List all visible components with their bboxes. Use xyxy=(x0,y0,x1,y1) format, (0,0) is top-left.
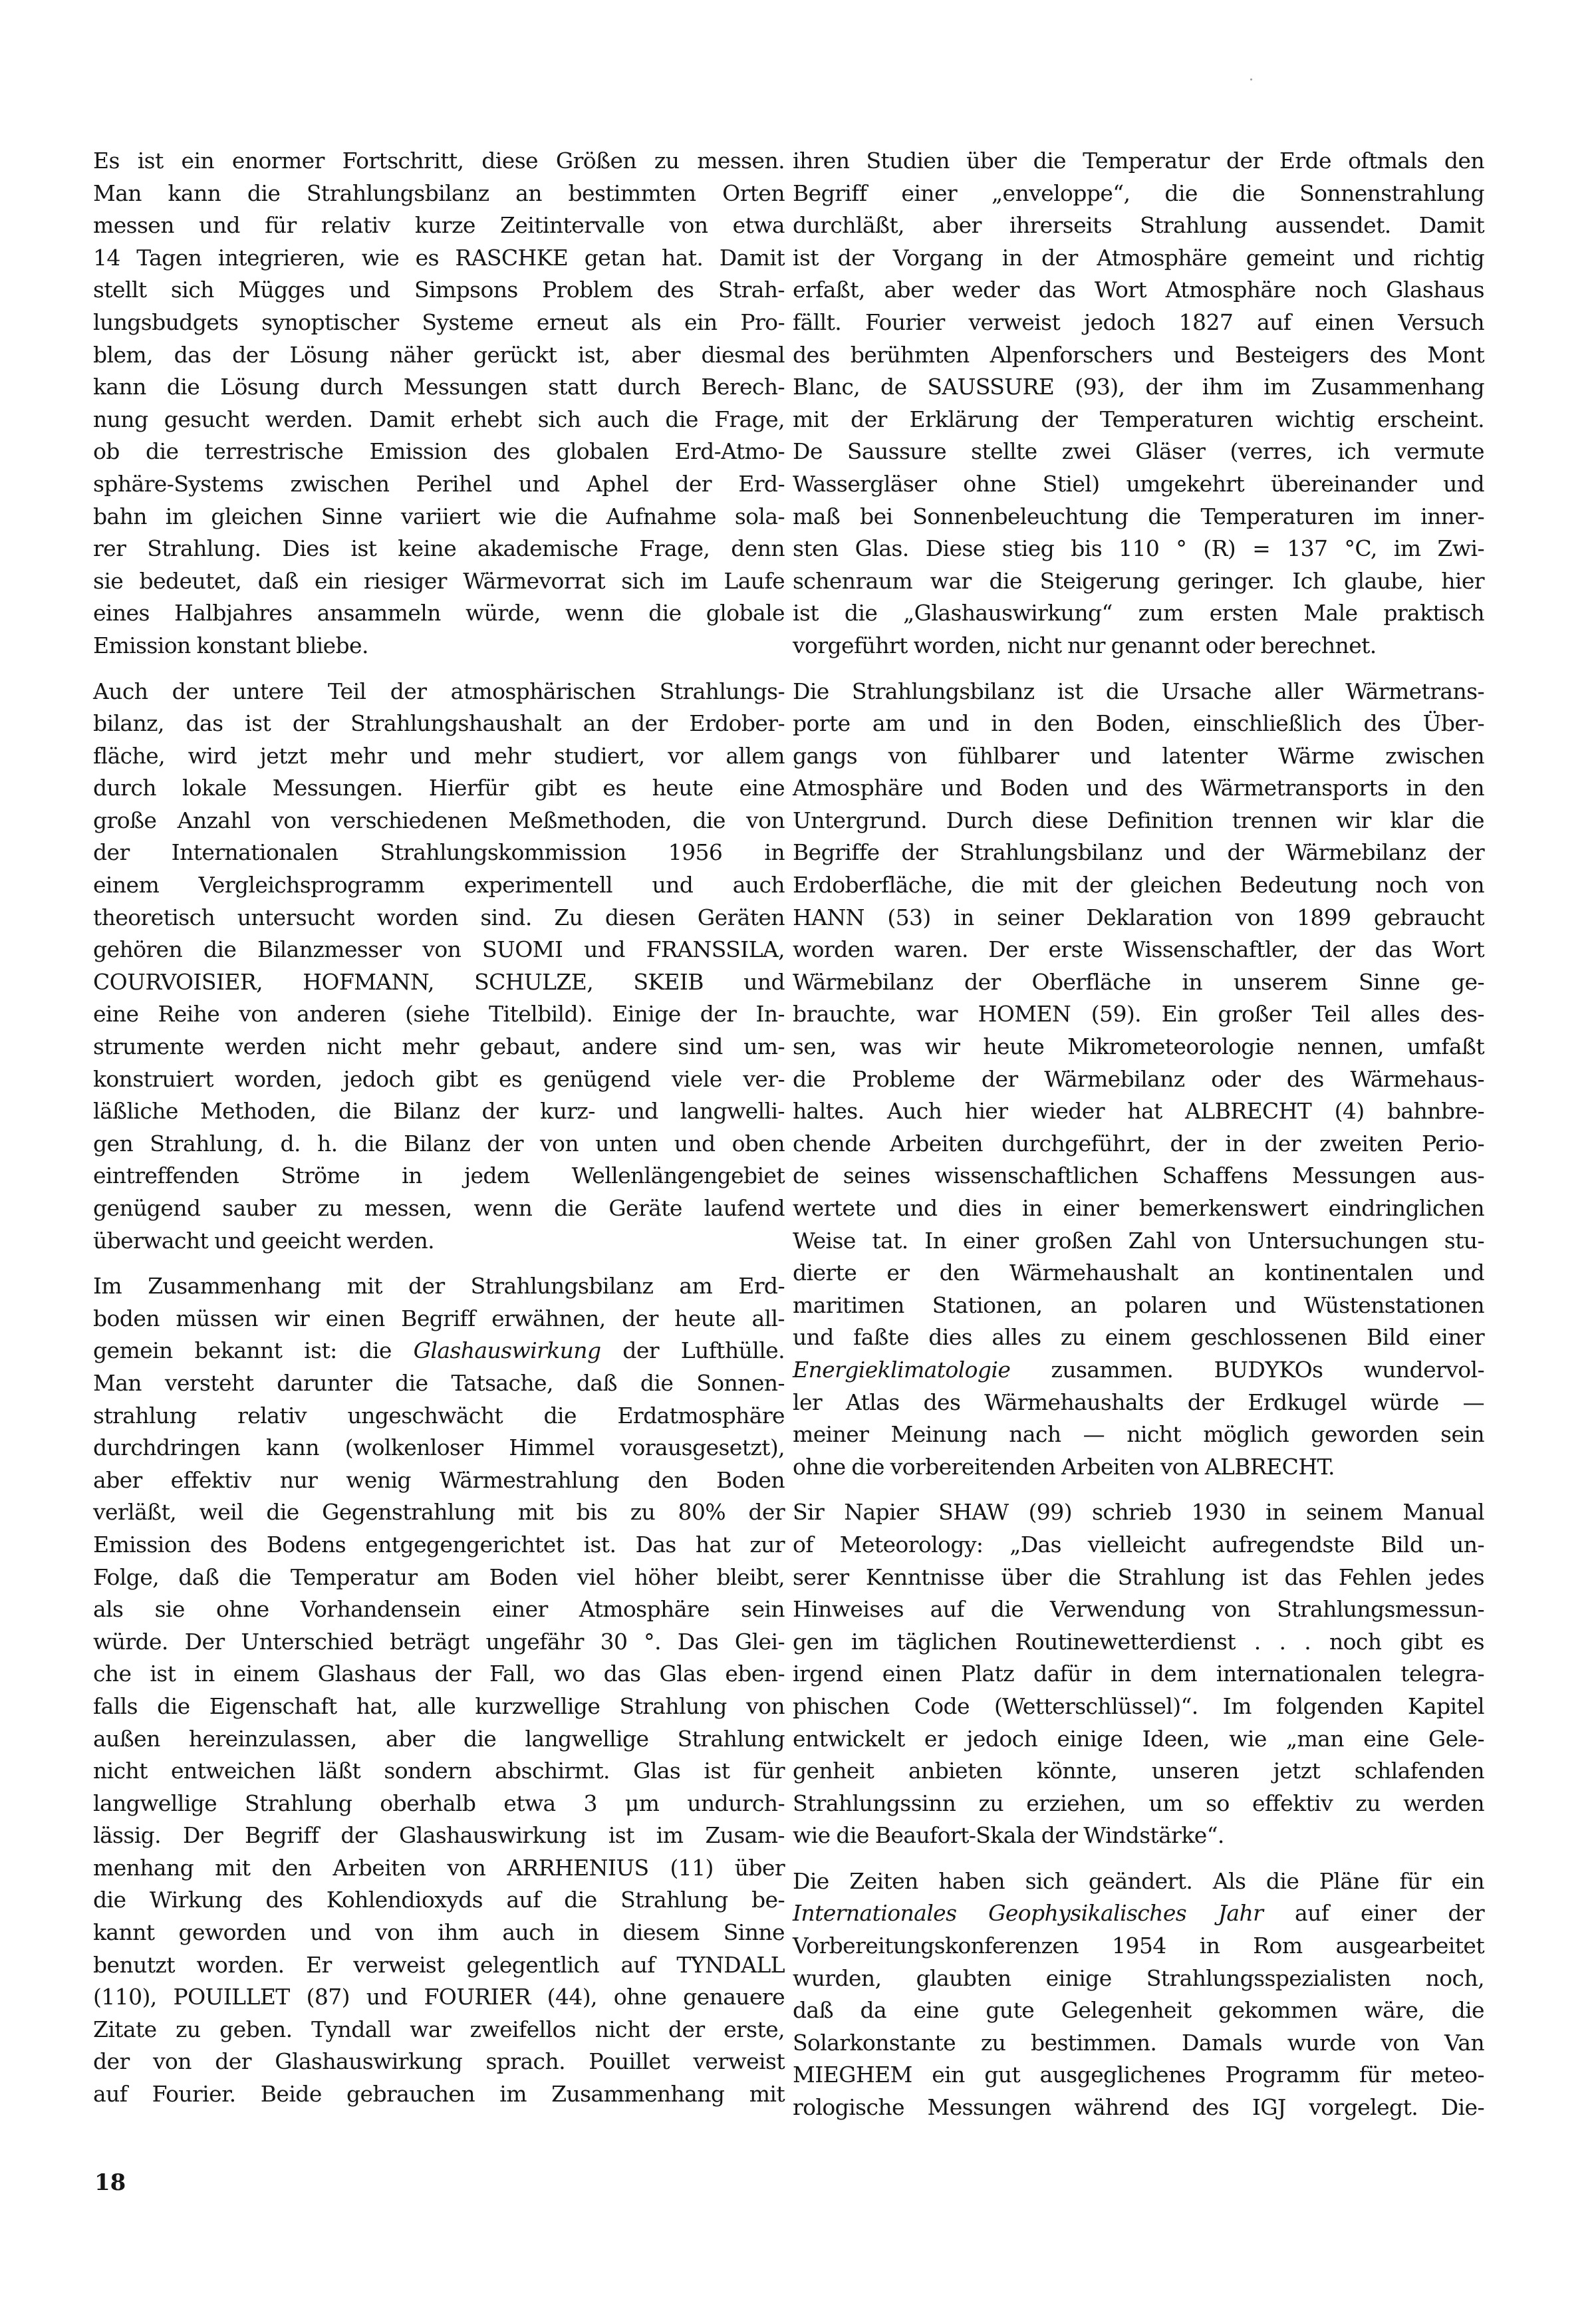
text-line: als sie ohne Vorhandensein einer Atmosphäre sein xyxy=(93,1596,785,1623)
text-line: Hinweises auf die Verwendung von Strahlungsmessun- xyxy=(793,1596,1484,1623)
text-line: serer Kenntnisse über die Strahlung ist das Fehlen jedes xyxy=(793,1564,1484,1590)
text-line: stellt sich Mügges und Simpsons Problem des Strah- xyxy=(93,277,785,303)
text-line: Internationales Geophysikalisches Jahr auf einer der xyxy=(793,1900,1484,1927)
text-line: gangs von fühlbarer und latenter Wärme zwischen xyxy=(793,742,1484,769)
text-line: boden müssen wir einen Begriff erwähnen, der heute all- xyxy=(93,1305,785,1331)
text-line: Die Strahlungsbilanz ist die Ursache aller Wärmetrans- xyxy=(793,678,1484,704)
text-line: Begriffe der Strahlungsbilanz und der Wärmebilanz der xyxy=(793,839,1484,866)
paragraph xyxy=(93,676,785,1258)
text-line: porte am und in den Boden, einschließlich des Über- xyxy=(793,710,1484,737)
text-line: durch lokale Messungen. Hierfür gibt es heute eine xyxy=(93,775,785,801)
text-line: blem, das der Lösung näher gerückt ist, aber diesmal xyxy=(93,341,785,368)
text-line: Erdoberfläche, die mit der gleichen Bedeutung noch von xyxy=(793,872,1484,898)
paragraph xyxy=(93,1270,785,2110)
text-line: fläche, wird jetzt mehr und mehr studiert, vor allem xyxy=(93,742,785,769)
text-line: MIEGHEM ein gut ausgeglichenes Programm für meteo- xyxy=(793,2062,1484,2088)
text-line: entwickelt er jedoch einige Ideen, wie „man eine Gele- xyxy=(793,1725,1484,1752)
text-line: durchläßt, aber ihrerseits Strahlung aussendet. Damit xyxy=(793,212,1484,239)
text-line: maritimen Stationen, an polaren und Wüstenstationen xyxy=(793,1292,1484,1318)
text-line: durchdringen kann (wolkenloser Himmel vorausgesetzt), xyxy=(93,1434,785,1461)
text-line: ob die terrestrische Emission des globalen Erd-Atmo- xyxy=(93,438,785,465)
paragraph xyxy=(793,676,1484,1484)
text-line: Auch der untere Teil der atmosphärischen Strahlungs- xyxy=(93,678,785,704)
text-line: große Anzahl von verschiedenen Meßmethoden, die von xyxy=(93,807,785,833)
text-line: sphäre-Systems zwischen Perihel und Aphel der Erd- xyxy=(93,470,785,497)
italic-term: Internationales Geophysikalisches Jahr xyxy=(793,1900,1264,1927)
text-line: kann die Lösung durch Messungen statt durch Berech- xyxy=(93,374,785,400)
text-line: sten Glas. Diese stieg bis 110 ° (R) = 137 °C, im Zwi- xyxy=(793,535,1484,562)
text-line: gen im täglichen Routinewetterdienst . . . noch gibt es xyxy=(793,1628,1484,1655)
paragraph xyxy=(793,1496,1484,1852)
text-line: Solarkonstante zu bestimmen. Damals wurde von Van xyxy=(793,2029,1484,2056)
text-line: brauchte, war HOMEN (59). Ein großer Teil alles des- xyxy=(793,1001,1484,1027)
text-line: Im Zusammenhang mit der Strahlungsbilanz am Erd- xyxy=(93,1273,785,1299)
text-line: 14 Tagen integrieren, wie es RASCHKE getan hat. Damit xyxy=(93,244,785,271)
text-line: theoretisch untersucht worden sind. Zu diesen Geräten xyxy=(93,904,785,930)
text-line: außen hereinzulassen, aber die langwellige Strahlung xyxy=(93,1725,785,1752)
text-line: COURVOISIER, HOFMANN, SCHULZE, SKEIB und xyxy=(93,968,785,995)
text-line: Strahlungssinn zu erziehen, um so effektiv zu werden xyxy=(793,1790,1484,1816)
page-number: 18 xyxy=(94,2169,126,2196)
text-line: wurden, glaubten einige Strahlungsspezialisten noch, xyxy=(793,1965,1484,1991)
text-line: gehören die Bilanzmesser von SUOMI und FRANSSILA, xyxy=(93,936,785,963)
text-line: Es ist ein enormer Fortschritt, diese Größen zu messen. xyxy=(93,148,785,174)
text-line: ist die „Glashauswirkung“ zum ersten Male praktisch xyxy=(793,600,1484,626)
text-line: daß da eine gute Gelegenheit gekommen wäre, die xyxy=(793,1997,1484,2024)
text-line: nung gesucht werden. Damit erhebt sich auch die Frage, xyxy=(93,406,785,432)
text-line: Sir Napier SHAW (99) schrieb 1930 in seinem Manual xyxy=(793,1499,1484,1526)
text-line: erfaßt, aber weder das Wort Atmosphäre noch Glashaus xyxy=(793,277,1484,303)
text-line: Emission konstant bliebe. xyxy=(93,632,368,658)
text-line: falls die Eigenschaft hat, alle kurzwellige Strahlung von xyxy=(93,1693,785,1719)
text-line: Folge, daß die Temperatur am Boden viel höher bleibt, xyxy=(93,1564,785,1590)
text-line: genügend sauber zu messen, wenn die Geräte laufend xyxy=(93,1195,785,1221)
text-line: vorgeführt worden, nicht nur genannt oder berechnet. xyxy=(793,632,1377,658)
text-line: strumente werden nicht mehr gebaut, andere sind um- xyxy=(93,1033,785,1060)
text-line: verläßt, weil die Gegenstrahlung mit bis zu 80% der xyxy=(93,1499,785,1526)
paragraph xyxy=(93,145,785,662)
text-line: lungsbudgets synoptischer Systeme erneut als ein Pro- xyxy=(93,309,785,335)
text-line: einem Vergleichsprogramm experimentell und auch xyxy=(93,872,785,898)
text-line: ist der Vorgang in der Atmosphäre gemeint und richtig xyxy=(793,244,1484,271)
text-line: bilanz, das ist der Strahlungshaushalt an der Erdober- xyxy=(93,710,785,737)
text-line: Die Zeiten haben sich geändert. Als die Pläne für ein xyxy=(793,1867,1484,1894)
text-line: aber effektiv nur wenig Wärmestrahlung den Boden xyxy=(93,1466,785,1493)
text-line: der Internationalen Strahlungskommission 1956 in xyxy=(93,839,785,866)
text-line: Zitate zu geben. Tyndall war zweifellos nicht der erste, xyxy=(93,2016,785,2042)
text-line: gemein bekannt ist: die Glashauswirkung der Lufthülle. xyxy=(93,1337,785,1364)
text-line: Man kann die Strahlungsbilanz an bestimmten Orten xyxy=(93,180,785,206)
text-line: sen, was wir heute Mikrometeorologie nennen, umfaßt xyxy=(793,1033,1484,1060)
text-line: läßliche Methoden, die Bilanz der kurz- und langwelli- xyxy=(93,1098,785,1125)
text-line: genheit anbieten könnte, unseren jetzt schlafenden xyxy=(793,1758,1484,1784)
text-line: (110), POUILLET (87) und FOURIER (44), ohne genauere xyxy=(93,1984,785,2010)
text-line: die Wirkung des Kohlendioxyds auf die Strahlung be- xyxy=(93,1887,785,1913)
text-line: messen und für relativ kurze Zeitintervalle von etwa xyxy=(93,212,785,239)
text-line: Man versteht darunter die Tatsache, daß die Sonnen- xyxy=(93,1369,785,1396)
text-line: mit der Erklärung der Temperaturen wichtig erscheint. xyxy=(793,406,1484,432)
text-line: die Probleme der Wärmebilanz oder des Wärmehaus- xyxy=(793,1065,1484,1092)
text-line: eines Halbjahres ansammeln würde, wenn die globale xyxy=(93,600,785,626)
text-line: Untergrund. Durch diese Definition trennen wir klar die xyxy=(793,807,1484,833)
text-line: konstruiert worden, jedoch gibt es genügend viele ver- xyxy=(93,1065,785,1092)
text-line: dierte er den Wärmehaushalt an kontinentalen und xyxy=(793,1260,1484,1286)
text-line: Wärmebilanz der Oberfläche in unserem Sinne ge- xyxy=(793,968,1484,995)
text-line: HANN (53) in seiner Deklaration von 1899 gebraucht xyxy=(793,904,1484,930)
text-line: rer Strahlung. Dies ist keine akademische Frage, denn xyxy=(93,535,785,562)
italic-term: Energieklimatologie xyxy=(793,1356,1011,1383)
text-line: haltes. Auch hier wieder hat ALBRECHT (4) bahnbre- xyxy=(793,1098,1484,1125)
text-line: Energieklimatologie zusammen. BUDYKOs wundervol- xyxy=(793,1356,1484,1383)
text-line: langwellige Strahlung oberhalb etwa 3 μm undurch- xyxy=(93,1790,785,1816)
text-line: fällt. Fourier verweist jedoch 1827 auf einen Versuch xyxy=(793,309,1484,335)
text-line: ler Atlas des Wärmehaushalts der Erdkugel würde — xyxy=(793,1389,1484,1415)
text-line: des berühmten Alpenforschers und Besteigers des Mont xyxy=(793,341,1484,368)
text-line: schenraum war die Steigerung geringer. Ich glaube, hier xyxy=(793,567,1484,594)
text-line: benutzt worden. Er verweist gelegentlich auf TYNDALL xyxy=(93,1951,785,1978)
text-line: auf Fourier. Beide gebrauchen im Zusammenhang mit xyxy=(93,2081,785,2108)
text-line: of Meteorology: „Das vielleicht aufregendste Bild un- xyxy=(793,1531,1484,1558)
text-line: lässig. Der Begriff der Glashauswirkung ist im Zusam- xyxy=(93,1822,785,1849)
text-line: gen Strahlung, d. h. die Bilanz der von unten und oben xyxy=(93,1130,785,1156)
scan-speck xyxy=(1250,78,1252,80)
text-line: Begriff einer „enveloppe“, die die Sonnenstrahlung xyxy=(793,180,1484,206)
paragraph xyxy=(793,1865,1484,2124)
text-line: meiner Meinung nach — nicht möglich geworden sein xyxy=(793,1421,1484,1448)
text-line: nicht entweichen läßt sondern abschirmt. Glas ist für xyxy=(93,1758,785,1784)
text-line: irgend einen Platz dafür in dem internationalen telegra- xyxy=(793,1661,1484,1687)
text-line: überwacht und geeicht werden. xyxy=(93,1227,434,1254)
text-line: maß bei Sonnenbeleuchtung die Temperaturen im inner- xyxy=(793,503,1484,529)
text-line: Weise tat. In einer großen Zahl von Untersuchungen stu- xyxy=(793,1227,1484,1254)
text-line: Blanc, de SAUSSURE (93), der ihm im Zusammenhang xyxy=(793,374,1484,400)
text-line: wie die Beaufort-Skala der Windstärke“. xyxy=(793,1822,1224,1849)
text-line: strahlung relativ ungeschwächt die Erdatmosphäre xyxy=(93,1402,785,1429)
text-line: Vorbereitungskonferenzen 1954 in Rom ausgearbeitet xyxy=(793,1933,1484,1959)
left-column xyxy=(93,145,785,2124)
text-line: rologische Messungen während des IGJ vorgelegt. Die- xyxy=(793,2094,1484,2121)
right-column xyxy=(793,145,1484,2137)
text-line: Emission des Bodens entgegengerichtet ist. Das hat zur xyxy=(93,1531,785,1558)
text-line: würde. Der Unterschied beträgt ungefähr 30 °. Das Glei- xyxy=(93,1628,785,1655)
text-line: wertete und dies in einer bemerkenswert eindringlichen xyxy=(793,1195,1484,1221)
text-line: eine Reihe von anderen (siehe Titelbild). Einige der In- xyxy=(93,1001,785,1027)
text-line: De Saussure stellte zwei Gläser (verres, ich vermute xyxy=(793,438,1484,465)
text-line: menhang mit den Arbeiten von ARRHENIUS (11) über xyxy=(93,1854,785,1881)
text-line: chende Arbeiten durchgeführt, der in der zweiten Perio- xyxy=(793,1130,1484,1156)
text-line: der von der Glashauswirkung sprach. Pouillet verweist xyxy=(93,2048,785,2075)
text-line: phischen Code (Wetterschlüssel)“. Im folgenden Kapitel xyxy=(793,1693,1484,1719)
italic-term: Glashauswirkung xyxy=(413,1337,601,1364)
text-line: bahn im gleichen Sinne variiert wie die Aufnahme sola- xyxy=(93,503,785,529)
text-line: ihren Studien über die Temperatur der Erde oftmals den xyxy=(793,148,1484,174)
paragraph xyxy=(793,145,1484,662)
text-line: worden waren. Der erste Wissenschaftler, der das Wort xyxy=(793,936,1484,963)
text-line: und faßte dies alles zu einem geschlossenen Bild einer xyxy=(793,1324,1484,1351)
text-line: eintreffenden Ströme in jedem Wellenlängengebiet xyxy=(93,1162,785,1189)
text-line: ohne die vorbereitenden Arbeiten von ALBRECHT. xyxy=(793,1453,1335,1480)
text-line: Atmosphäre und Boden und des Wärmetransports in den xyxy=(793,775,1484,801)
text-line: sie bedeutet, daß ein riesiger Wärmevorrat sich im Laufe xyxy=(93,567,785,594)
text-line: Wassergläser ohne Stiel) umgekehrt übereinander und xyxy=(793,470,1484,497)
text-line: de seines wissenschaftlichen Schaffens Messungen aus- xyxy=(793,1162,1484,1189)
text-line: kannt geworden und von ihm auch in diesem Sinne xyxy=(93,1919,785,1946)
text-line: che ist in einem Glashaus der Fall, wo das Glas eben- xyxy=(93,1661,785,1687)
